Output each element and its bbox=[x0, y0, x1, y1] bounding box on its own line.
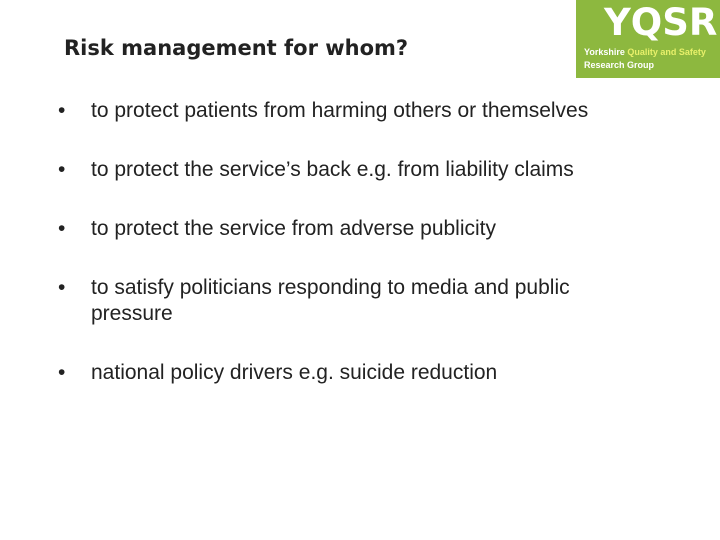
bullet-dot-icon: • bbox=[58, 99, 66, 122]
logo-org-line2: Research Group bbox=[584, 60, 655, 70]
bullet-text: to protect the service’s back e.g. from liability claims bbox=[91, 158, 574, 181]
bullet-text: to protect patients from harming others or themselves bbox=[91, 99, 589, 122]
bullet-dot-icon: • bbox=[58, 217, 66, 240]
logo-mark: YQSR bbox=[604, 1, 718, 44]
slide-title: Risk management for whom? bbox=[64, 36, 409, 60]
logo-org-highlight: Quality and Safety bbox=[627, 47, 706, 57]
logo-org-line1 bbox=[584, 47, 706, 57]
bullet-dot-icon: • bbox=[58, 361, 66, 384]
bullet-item bbox=[58, 98, 598, 124]
bullet-item bbox=[58, 157, 598, 183]
bullet-item bbox=[58, 275, 598, 327]
bullet-text: to satisfy politicians responding to media and public pressure bbox=[91, 276, 570, 325]
bullet-text: national policy drivers e.g. suicide reduction bbox=[91, 361, 498, 384]
bullet-text: to protect the service from adverse publicity bbox=[91, 217, 497, 240]
bullet-item bbox=[58, 360, 598, 386]
bullet-dot-icon: • bbox=[58, 276, 66, 299]
logo-org-region: Yorkshire bbox=[584, 47, 628, 57]
yqsr-logo bbox=[576, 0, 720, 78]
bullet-dot-icon: • bbox=[58, 158, 66, 181]
bullet-item bbox=[58, 216, 598, 242]
bullet-list bbox=[58, 98, 598, 386]
